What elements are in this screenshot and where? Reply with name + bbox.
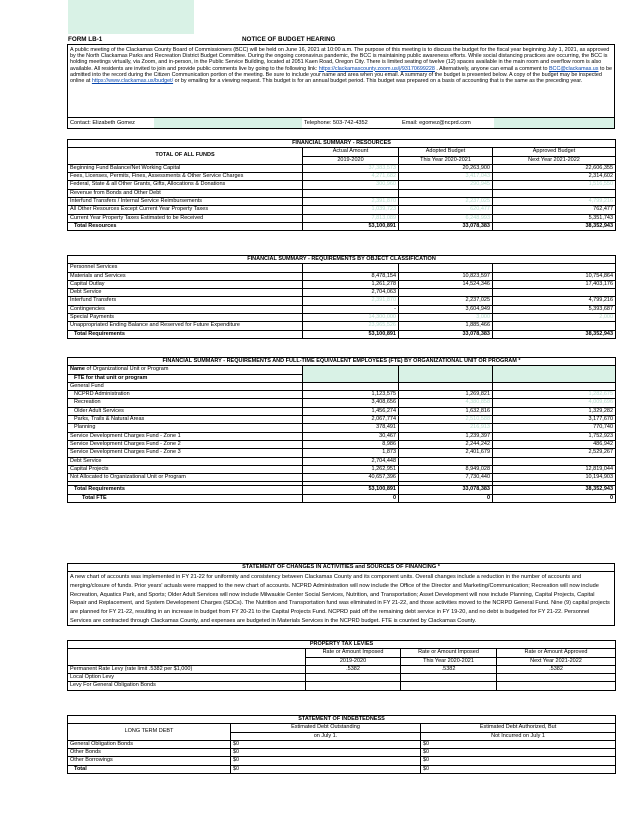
table-row [68,305,616,313]
table-row [68,757,616,765]
contact-row [68,117,614,128]
total-fte-label: Total FTE [68,494,303,502]
value-approved: 2,529,267 [493,449,616,457]
value-approved: 770,740 [493,424,616,432]
debt-col-authorized: Estimated Debt Authorized, But [421,724,616,732]
value-approved [493,289,616,297]
row-label: Federal, State & all Other Grants, Gifts, Allocations & Donations [68,181,303,189]
value-actual: 4,271,682 [303,173,399,181]
value-approved: 1,516,550 [493,181,616,189]
zoom-link[interactable]: https://clackamascounty.zoom.us/j/93170699228 [318,65,435,72]
value-adopted: 4,380,858 [399,399,493,407]
debt-outstanding: $0 [231,740,421,748]
row-label: Contingencies [68,305,303,313]
levies-title: PROPERTY TAX LEVIES [68,641,616,649]
table-row [68,674,616,682]
value-approved: 1,329,282 [493,407,616,415]
table-row [68,399,616,407]
levy-value-2: .5382 [401,665,497,673]
value-approved: 4,799,216 [493,297,616,305]
total-resources-actual: 53,100,891 [303,222,399,230]
total-fte-adopted: 0 [399,494,493,502]
table-row [68,173,616,181]
value-actual: 30,467 [303,432,399,440]
row-label: Not Allocated to Organizational Unit or Program [68,474,303,482]
row-label: Planning [68,424,303,432]
value-approved: 486,942 [493,440,616,448]
orgunit-header-name: Name of Organizational Unit or Program [68,366,303,374]
value-adopted [399,289,493,297]
total-fte-actual: 0 [303,494,399,502]
row-label: Service Development Charges Fund - Zone 3 [68,449,303,457]
value-approved [493,382,616,390]
total-requirements-actual: 53,100,891 [303,330,399,338]
table-row [68,214,616,222]
levy-col-3-year: Next Year 2021-2022 [497,657,616,665]
table-row [68,206,616,214]
table-row [68,382,616,390]
row-label: Capital Outlay [68,280,303,288]
value-approved: 2,000 [493,314,616,322]
levy-value-1: .5382 [306,665,401,673]
levy-col-1: Rate or Amount Imposed [306,649,401,657]
col-header-approved-year: Next Year 2021-2022 [493,156,616,164]
value-actual: 378,491 [303,424,399,432]
value-approved [493,322,616,330]
row-label: Service Development Charges Fund - Zone 1 [68,432,303,440]
header-highlight-band [68,0,194,34]
row-label: Interfund Transfers / Internal Service Reimbursements [68,198,303,206]
value-adopted: 2,401,679 [399,449,493,457]
table-row [68,198,616,206]
value-adopted: 1,239,397 [399,432,493,440]
value-adopted: 14,524,346 [399,280,493,288]
value-adopted: 10,823,597 [399,272,493,280]
value-actual: 2,704,448 [303,457,399,465]
table-row [68,407,616,415]
table-row [68,465,616,473]
requirements-table [67,255,615,339]
value-adopted [399,457,493,465]
value-actual: 1,261,278 [303,280,399,288]
row-label: Current Year Property Taxes Estimated to be Received [68,214,303,222]
bcc-email-link[interactable]: BCC@clackamas.us [548,65,599,72]
row-label: Capital Projects [68,465,303,473]
value-actual: 14,300,000 [303,314,399,322]
value-actual [303,264,399,272]
value-actual: 8,986 [303,440,399,448]
value-actual: 1,873 [303,449,399,457]
value-actual: 37,383,573 [303,164,399,172]
table-row [68,314,616,322]
total-fte-approved: 0 [493,494,616,502]
table-row [68,440,616,448]
value-actual: 300,960 [303,181,399,189]
value-adopted: 20,263,900 [399,164,493,172]
notice-paragraph: A public meeting of the Clackamas County Board of Commissioners (BCC) will be held on June 16, 2021 at 10:00 a.m. The purpose of this meeting is to discuss the budget for the fiscal year beginning July 1, 2021, as approved by the North Clackamas Parks and Recreation District Budget Committee. During the ongoing coronavirus pandemic, the BCC is maintaining public awareness efforts. While social distancing practices are occurring, the BCC is holding meetings virtually, via Zoom, and in-person, in the Public Service Building, located at 2051 Kaen Road, Oregon City. There is limited seating of twelve (12) spaces available in the main room and overflow room is also available. All residents are invited to join and provide public comments live by going to the following link: https://clackamascounty.zoom.us/j/93170699228 . Alternatively, anyone can email a comment to BCC@clackamas.us to be admitted into the record during the Citizen Communication portion of the meeting. Be sure to include your name and area when you email. A summary of the budget is presented below. A copy of the budget may be inspected online at https://www.clackamas.us/budget/ or by emailing for a viewing request. This budget is for an annual budget period. This budget was prepared on a basis of accounting that is the same as the preceding year. [70,47,612,85]
row-label: Other Borrowings [68,757,231,765]
requirements-title: FINANCIAL SUMMARY - REQUIREMENTS BY OBJECT CLASSIFICATION [68,256,616,264]
row-label: General Fund [68,382,303,390]
levy-value-1 [306,674,401,682]
value-actual: 1,262,951 [303,465,399,473]
form-title: NOTICE OF BUDGET HEARING [242,36,336,43]
budget-link[interactable]: https://www.clackamas.us/budget/ [91,78,174,85]
row-label: Revenue from Bonds and Other Debt [68,189,303,197]
orgunit-table [67,357,615,503]
value-adopted: 2,237,025 [399,198,493,206]
value-adopted: 6,248,993 [399,214,493,222]
levies-table [67,640,615,691]
row-label: Other Bonds [68,749,231,757]
value-actual: 8,478,154 [303,272,399,280]
table-row [68,682,616,690]
table-row [68,322,616,330]
levy-value-2 [401,674,497,682]
contact-telephone: Telephone: 503-742-4352 [304,120,368,126]
value-approved: 3,177,670 [493,416,616,424]
table-row [68,391,616,399]
table-row [68,474,616,482]
value-approved: 5,393,687 [493,305,616,313]
table-row [68,289,616,297]
table-row [68,264,616,272]
table-row [68,740,616,748]
levy-value-3: .5382 [497,665,616,673]
debt-authorized: $0 [421,757,616,765]
row-label: Fees, Licenses, Permits, Fines, Assessments & Other Service Charges [68,173,303,181]
value-adopted: 620,477 [399,206,493,214]
row-label: Unappropriated Ending Balance and Reserved for Future Expenditure [68,322,303,330]
value-adopted: 1,885,466 [399,322,493,330]
row-label: Parks, Trails & Natural Areas [68,416,303,424]
levy-col-2: Rate or Amount Imposed [401,649,497,657]
table-row [68,164,616,172]
debt-total-label: Total [68,765,231,773]
changes-title: STATEMENT OF CHANGES IN ACTIVITIES and SOURCES OF FINANCING * [68,564,614,572]
table-row [68,280,616,288]
changes-statement [67,563,615,626]
debt-authorized: $0 [421,740,616,748]
value-adopted: 3,604,949 [399,305,493,313]
value-actual: 1,123,575 [303,391,399,399]
table-row [68,424,616,432]
value-actual: 2,391,870 [303,297,399,305]
col-header-actual-year: 2019-2020 [303,156,399,164]
levy-col-2-year: This Year 2020-2021 [401,657,497,665]
orgunit-header-fte: FTE for that unit or program [68,374,303,382]
value-actual: 23,965,526 [303,322,399,330]
table-row [68,457,616,465]
org-total-actual: 53,100,891 [303,486,399,494]
row-label: Service Development Charges Fund - Zone 2 [68,440,303,448]
value-approved: 1,282,675 [493,391,616,399]
table-row [68,189,616,197]
org-total-requirements-label: Total Requirements [68,486,303,494]
row-label: All Other Resources Except Current Year Property Taxes [68,206,303,214]
table-row [68,449,616,457]
value-actual: 40,657,396 [303,474,399,482]
value-actual [303,382,399,390]
total-requirements-label: Total Requirements [68,330,303,338]
value-actual: 2,704,063 [303,289,399,297]
levy-col-3: Rate or Amount Approved [497,649,616,657]
value-approved: 1,752,923 [493,432,616,440]
row-label: Older Adult Services [68,407,303,415]
value-actual: 1,039,723 [303,206,399,214]
table-row [68,416,616,424]
value-adopted: 290,945 [399,181,493,189]
resources-table [67,139,615,231]
value-approved: 762,477 [493,206,616,214]
resources-title: FINANCIAL SUMMARY - RESOURCES [68,140,616,148]
levy-value-3 [497,674,616,682]
table-row [68,749,616,757]
debt-outstanding: $0 [231,749,421,757]
debt-outstanding: $0 [231,757,421,765]
value-actual [303,189,399,197]
value-approved [493,457,616,465]
value-actual: 3,408,656 [303,399,399,407]
debt-header-label: LONG TERM DEBT [68,724,231,741]
contact-name: Contact: Elizabeth Gomez [70,120,135,126]
debt-col-outstanding: Estimated Debt Outstanding [231,724,421,732]
value-adopted: 1,269,821 [399,391,493,399]
value-approved [493,264,616,272]
debt-col-outstanding-sub: on July 1. [231,732,421,740]
orgunit-title: FINANCIAL SUMMARY - REQUIREMENTS AND FULL-TIME EQUIVALENT EMPLOYEES (FTE) BY ORGANIZATIONAL UNIT OR PROGRAM * [68,358,616,366]
total-requirements-approved: 38,352,943 [493,330,616,338]
total-requirements-adopted: 33,078,383 [399,330,493,338]
table-row [68,432,616,440]
row-label: Materials and Services [68,272,303,280]
row-label: Permanent Rate Levy (rate limit .5382 per $1,000) [68,665,306,673]
levy-col-1-year: 2019-2020 [306,657,401,665]
col-header-adopted-year: This Year 2020-2021 [399,156,493,164]
value-actual: - [303,305,399,313]
col-header-adopted: Adopted Budget [399,148,493,156]
debt-table [67,715,615,774]
value-adopted: 2,237,025 [399,297,493,305]
value-approved: 4,799,216 [493,198,616,206]
value-approved [493,189,616,197]
value-approved: 2,314,602 [493,173,616,181]
total-resources-adopted: 33,078,383 [399,222,493,230]
row-label: Local Option Levy [68,674,306,682]
row-label: General Obligation Bonds [68,740,231,748]
value-adopted: 3,417,043 [399,173,493,181]
row-label: NCPRD Administration [68,391,303,399]
col-header-approved: Approved Budget [493,148,616,156]
value-approved: 10,754,864 [493,272,616,280]
changes-text: A new chart of accounts was implemented in FY 21-22 for uniformity and consistency between Clackamas County and its component units. Overall changes include a reduction in the number of accounts and merging/closure of funds. Prior years' actuals were mapped to the new chart of accounts. NCPRD Administration will now include the Office of the Director and Marketing/Communication; Recreation will now include Recreation, Aquatics Park, and Sports; Older Adult Services will now include Milwaukie Center Social Services, Nutrition, and Transportation; Asset Development will now include Planning, Capital Projects, Capital Repair and Replacement, and System Development Charges (SDCs). The Nutrition and Transportation fund was eliminated in FY 21-22, and those activities moved to the NCRPD General Fund. Nine (9) capital projects are planned for FY 21-22, resulting in an increase in budget from FY 20-21 to the Capital Projects Fund. NCPRD paid off the remaining debt service in FY 19-20, and no debt is budgeted for FY 21-22. Personnel Services are contracted through Clackamas County, and expenses are budgeted in Materials Services in the NCPRD budget. FTE is counted by Clackamas County. [70,574,610,624]
row-label: Debt Service [68,289,303,297]
total-resources-label: Total Resources [68,222,303,230]
debt-total-outstanding: $0 [231,765,421,773]
debt-total-authorized: $0 [421,765,616,773]
form-id: FORM LB-1 [68,36,103,43]
value-adopted [399,264,493,272]
row-label: Interfund Transfers [68,297,303,305]
row-label: Debt Service [68,457,303,465]
value-adopted: 3,000 [399,314,493,322]
value-approved: 10,194,903 [493,474,616,482]
row-label: Levy For General Obligation Bonds [68,682,306,690]
table-row [68,272,616,280]
resources-header-label: TOTAL OF ALL FUNDS [68,148,303,165]
levy-value-1 [306,682,401,690]
value-approved: 4,009,696 [493,399,616,407]
row-label: Recreation [68,399,303,407]
table-row [68,181,616,189]
value-adopted: 216,913 [399,424,493,432]
row-label: Personnel Services [68,264,303,272]
value-adopted: 7,730,440 [399,474,493,482]
levy-value-2 [401,682,497,690]
value-approved: 22,606,355 [493,164,616,172]
value-adopted: 8,949,028 [399,465,493,473]
total-resources-approved: 38,352,943 [493,222,616,230]
value-adopted [399,189,493,197]
value-adopted: 2,510,588 [399,416,493,424]
value-actual: 1,456,274 [303,407,399,415]
debt-authorized: $0 [421,749,616,757]
value-actual: 2,067,774 [303,416,399,424]
row-label: Beginning Fund Balance/Net Working Capital [68,164,303,172]
value-actual: 2,391,870 [303,198,399,206]
org-total-approved: 38,352,943 [493,486,616,494]
value-adopted: 1,632,816 [399,407,493,415]
levy-value-3 [497,682,616,690]
table-row [68,665,616,673]
col-header-actual: Actual Amount [303,148,399,156]
org-total-adopted: 33,078,383 [399,486,493,494]
table-row [68,297,616,305]
value-approved: 5,351,743 [493,214,616,222]
value-actual: 7,813,089 [303,214,399,222]
value-approved: 12,819,044 [493,465,616,473]
value-adopted [399,382,493,390]
row-label: Special Payments [68,314,303,322]
notice-box [67,44,615,129]
value-approved: 17,403,176 [493,280,616,288]
debt-title: STATEMENT OF INDEBTEDNESS [68,716,616,724]
value-adopted: 2,244,242 [399,440,493,448]
debt-col-authorized-sub: Not Incurred on July 1 [421,732,616,740]
contact-email[interactable]: Email: egomez@ncprd.com [402,120,471,126]
